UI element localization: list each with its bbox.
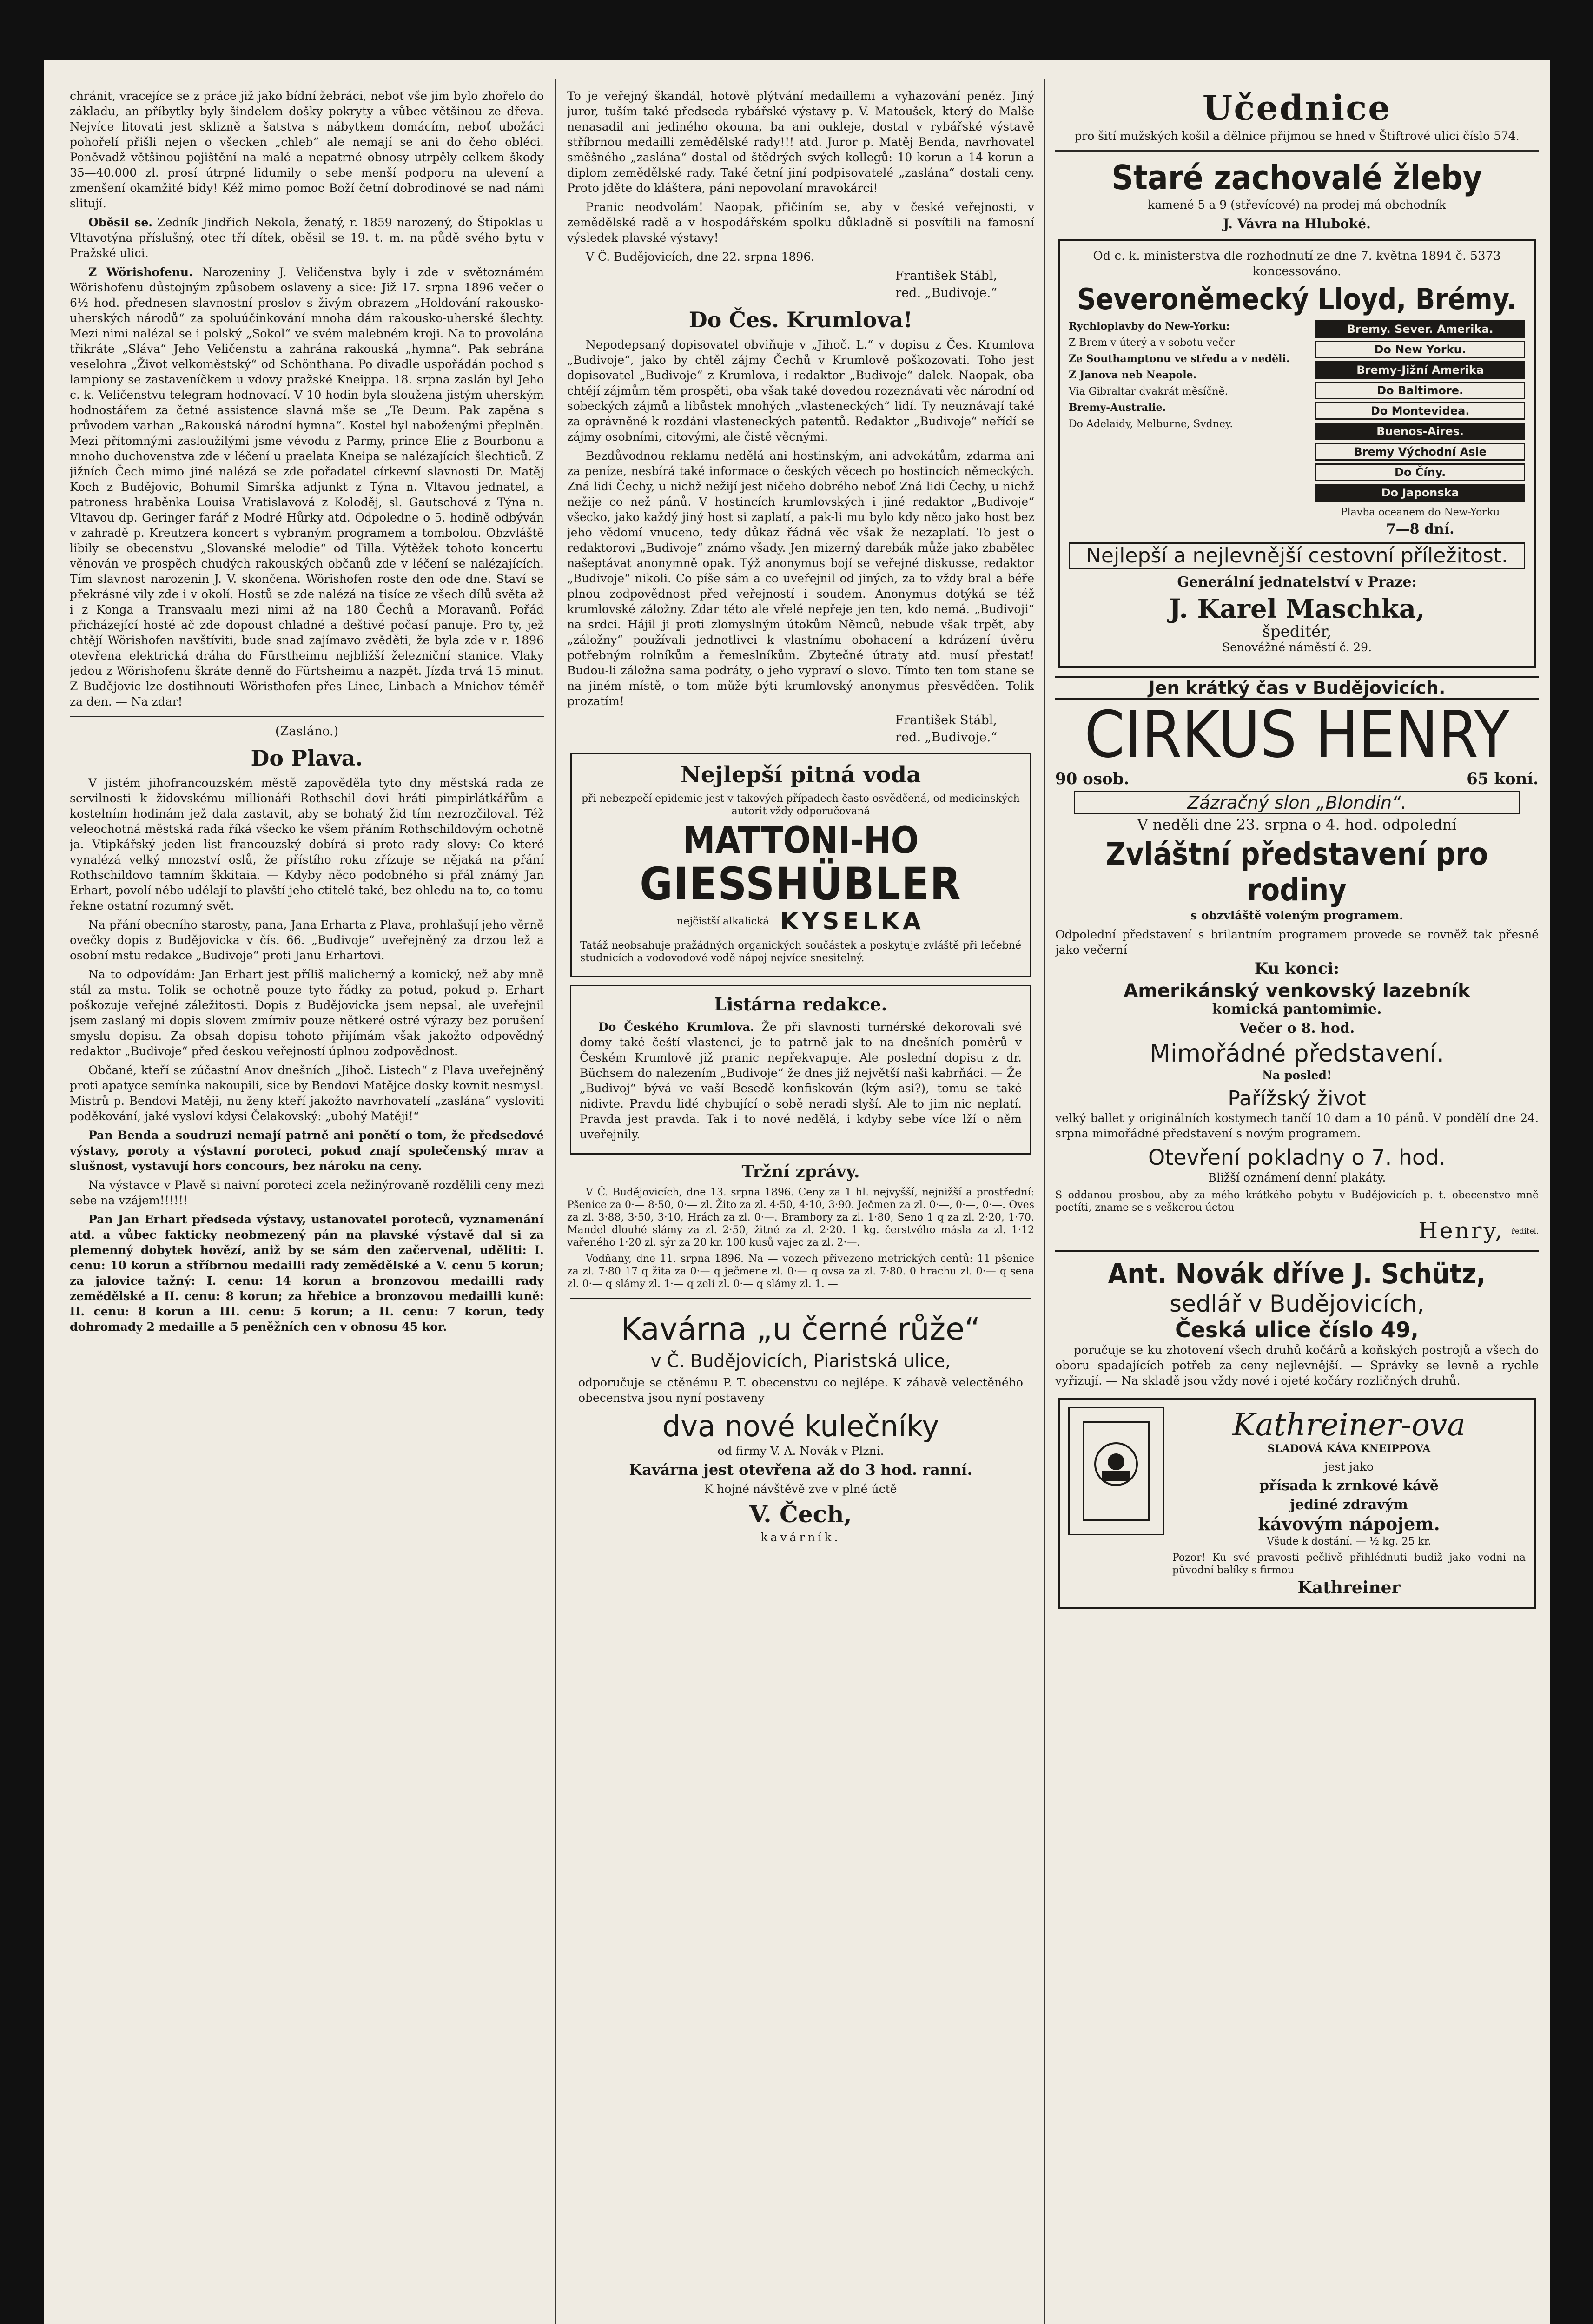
article-title: Do Plava. [251,746,363,771]
column-rule [1044,79,1045,2324]
signature-name: František Stábl, [895,713,997,727]
coffee-package-icon [1068,1407,1164,1535]
ad-ucednice-title: Učednice [1202,88,1392,128]
column-right: Učednice pro šití mužských košil a dělnice přijmou se hned v Štiftrové ulici číslo 574. Staré zachovalé žleby kamené 5 a 9 (střevícové) na prodej má obchodník J. Vávra na Hluboké. Od c. k. ministerstva dle rozhodnutí ze dne 7. května 1894 č. 5373 koncessováno. Severoněmecký Lloyd, Brémy. Rychloplavby do New-Yorku: Z Brem v úterý a v sobotu večer Ze Southamptonu ve středu a v neděli. Z Janova neb Neapole. Via Gibraltar dvakrát měsíčně. Bremy-Australie. Do Adelaidy, Melburne, Sydney. Bremy. Sever. Amerika. Do New Yorku. Bremy-Jižní Amerika Do Baltimore. Do Montevidea. Buenos-Aires. Bremy Východní Asie Do Číny. Do Japonska Plavba oceanem do New-Yorku 7—8 dní. Nejlepší a nejlevnější cestovní příležitost. Generální jednatelství v Praze: J. Karel Maschka, špeditér, Senovážné náměstí č. 29. Jen krátký čas v Budějovicích. CIRKUS HENRY 90 osob. 65 koní. Zázračný slon „Blondin“. V neděli dne 23. srpna o 4. hod. odpolední Zvláštní představení pro rodiny s obzvláště voleným programem. Odpolední představení s brilantním programem provede se rovněž tak přesně jako večerní Ku konci: Amerikánský venkovský lazebník komická pantomimie. Večer o 8. hod. Mimořádné představení. Na posled! Pařížský život velký ballet y originálních kostymech tančí 10 dam a 10 pánů. V pondělí dne 24. srpna mimořádné představení s novým programem. Otevření pokladny o 7. hod. Bližší oznámení denní plakáty. S oddanou prosbou, aby za mého krátkého pobytu v Budějovicích p. t. obecenstvo mně poctíti, zname se s veškerou úctou Henry, ředitel. Ant. Novák dříve J. Schütz, sedlář v Budějovicích, Česká ulice číslo 49, poručuje se ku zhotovení všech druhů kočárů a koňských postrojů a všech do oboru spadajících potřeb za ceny nejlevnější. — Správky se levně a rychle vyřizují. — Na skladě jsou vždy nové i ojeté kočáry rozličných druhů. Kathreiner-ova SLADOVÁ KÁVA KNEIPPOVA jest jako přísada k zrnkové kávě jediné zdravým kávovým nápojem. Všude k dostání. — ½ kg. 25 kr. Pozor! Ku své pravosti pečlivě přihlédnuti budiž jako vodni na původní balíky s firmou Kathreiner [1055,88,1539,2324]
mattoni-brand: MATTONI-HO [682,820,919,862]
ad-zleby-title: Staré zachovalé žleby [1111,158,1482,197]
article-paragraph: Nepodepsaný dopisovatel obviňuje v „Jihoč. L.“ v dopisu z Čes. Krumlova „Budivoje“, jako by chtěl zájmy Čechů v Krumlově poškozovati. Toho jest dopisovatel „Budivoje“ z Krumlova, i redaktor „Budivoje“ dalek. Naopak, oba chtějí zájmům těm prospěti, oba však také dovedou rozeznávati věc národní od sobeckých zájmů a libůstek mnohých „vlasteneckých“ lidí. Ty neuznávají také za oprávněné k rozdání vlasteneckých patentů. Redaktor „Budivoje“ neřídí se zájmy osobními, citovými, ale čistě věcnými. [567,338,1034,443]
article-paragraph: Na to odpovídám: Jan Erhart jest příliš malicherný a komický, než aby mně stál za mstu. Tolik se ochotně pouze tyto řádky za potud, pokud p. Erhart poškozuje veřejné záležitosti. Dopis z Budějovicka jsem nepsal, ale uveřejnil jsem zaslaný mi dopis slovem zmírniv pouze nětkeré ostré výrazy bez porušení smyslu dopisu. Za obsah dopisu tohoto přijímám však jakožto odpovědný redaktor „Budivoje“ před českou veřejností úplnou zodpovědnost. [70,968,544,1058]
article-paragraph: V jistém jihofrancouzském městě zapověděla tyto dny městská rada ze servilnosti k židovskému millionáři Rothschil dovi hráti pimpirlátkářům a kostelním hodinám jež dala zastavit, aby se bohatý žid tím nezrozčiloval. Též veleochotná městská rada říká všecko ke všem přáním Rothschildovým ochotně ja. Vtipkářský jeden list francouzský dobírá si proto rady slovy: Co které vynalézá velký mnozství oslů, že přístího roku zřízuje se nějaká na přání Rothschildovo tamním škkitaia. — Kdyby něco podobného si přál známý Jan Erhart, povolí něbo udělají to plavští jeho ctitelé také, bez ohledu na to, co tomu řekne ostatní rozumný svět. [70,776,544,912]
article-paragraph: Na přání obecního starosty, pana, Jana Erharta z Plava, prohlašují jeho věrně ovečky dopis z Budějovicka v čís. 66. „Budivoje“ uveřejněný za drzou lež a osobní mstu redakce „Budivoje“ proti Janu Erhartovi. [70,918,544,962]
signature-name: František Stábl, [895,269,997,283]
article-paragraph: Bezdůvodnou reklamu nedělá ani hostinským, ani advokátům, zdarma ani za peníze, nesbírá také informace o českých věcech po hostincích německých. Zná lidi Čechy, u nichž nežijí jest ničeho dobrého neboť Zná lidi Čechy, u nichž nežije co než pánů. V hostincích krumlovských i jiné redaktor „Budivoje“ všecko, jako každý jiný host si zaplatí, a pak-li mu bylo kdy něco jako host bez jeho vědomí vnuceno, tedy důkaz řádná věc však že nezaplatí. To jest o redaktorovi „Budivoje“ známo všady. Jen mizerný darebák může jako zbabělec našeptávat anonymně opak. Týž anonymus bojí se veřejné diskusse, redaktor „Budivoje“ nikoli. Co píše sám a co uveřejnil od jiných, za to vždy bral a béře plnou zodpovědnost před veřejností i soudem. Anonymus dotýká se též krumlovské záložny. Zdar této ale vřelé nepřeje jen ten, kdo nemá. „Budivoji“ na srdci. Hájil ji proti zlomyslným útokům Němců, nebude však trpět, aby „záložny“ používali jednotlivci k vlastnímu obohacení a kdrázení úvěru potřebným rolníkům a řemeslníkům. Zbytečné útraty atd. musí přestat! Budou-li záložna sama podráty, o jeho vypraví o slovo. Tímto ten tom stane se na jiném místě, o tom může býti krumlovský anonymus přesvědčen. Tolik prozatím! [567,449,1034,708]
dateline: V Č. Budějovicích, dne 22. srpna 1896. [586,250,815,264]
market-title: Tržní zprávy. [741,1162,860,1182]
listarna-box: Listárna redakce. Do Českého Krumlova. Že při slavnosti turnérské dekorovali své domy také čeští vlastenci, je to patrně jak to na dnešních poměrů v Českém Krumlově již pranic nepřekvapuje. Ale poslední dopisu z dr. Büchsem do nalezením „Budivoje“ že dnes již největší naši kabrňáci. — Že „Budivoj“ bývá ve vaší Besedě konfiskován (kým asi?), tomu se také nidivte. Pravdu lidé chybující o sobě neradi slyší. Ale to jim nic neplatí. Pravda jest pravda. Tak i to nové nedělá, i kdyby sebe více lží o něm uveřejnily. [570,985,1031,1155]
market-report: V Č. Budějovicích, dne 13. srpna 1896. Ceny za 1 hl. nejvyšší, nejnižší a prostřední: Pšenice za 0·— 8·50, 0·— zl. Žito za zl. 4·50, 4·10, 3·90. Ječmen za zl. 0·—, 0·—, 0·—. Oves za zl. 3·88, 3·50, 3·10, Hrách za zl. 0·—. Brambory za zl. 1·80, Seno 1 q za zl. 2·20, 1·70. Mandel dlouhé slámy za zl. 2·50, žitné za zl. 2·20. 1 kg. čerstvého másla za zl. 1·12 vařeného 1·20 zl. sýr za 20 kr. 100 kusů vajec za zl. 2·—. [567,1187,1034,1248]
kavarna-ad: Kavárna „u černé růže“ v Č. Budějovicích, Piaristská ulice, odporučuje se ctěnému P. T. obecenstvu co nejlépe. K zábavě velectěného obecenstva jsou nyní postaveny dva nové kulečníky od firmy V. A. Novák v Plzni. Kavárna jest otevřena až do 3 hod. ranní. K hojné návštěvě zve v plné úctě V. Čech, kavárník. [570,1298,1031,1556]
giesshubler-brand: GIESSHÜBLER [640,858,962,910]
signature-role: red. „Budivoje.“ [895,286,997,300]
kathreiner-ad: Kathreiner-ova SLADOVÁ KÁVA KNEIPPOVA jest jako přísada k zrnkové kávě jediné zdravým kávovým nápojem. Všude k dostání. — ½ kg. 25 kr. Pozor! Ku své pravosti pečlivě přihlédnuti budiž jako vodni na původní balíky s firmou Kathreiner [1058,1398,1536,1609]
column-left [70,88,544,2324]
circus-title: CIRKUS HENRY [1084,697,1510,772]
article-paragraph: Pan Jan Erhart předseda výstavy, ustanovatel poroteců, vyznamenání atd. a vůbec fakticky neobmezený pán na plavské výstavě dal si za plemenný dobytek hovězí, aniž by se sám den začervenal, uděliti: I. cenu: 10 korun a stříbrnou medailli rady zemědělské a V. cenu 5 korun; za jalovice tažný: I. cenu: 14 korun a bronzovou medailli rady zemědělské a II. cenu: 8 korun; za hřebice a bronzovou medailli kuně: II. cenu: 8 korun a III. cenu: 5 korun; a II. cenu: 7 korun, tedy dohromady 2 medaille a 5 peněžních cen v obnosu 45 kor. [70,1213,544,1334]
article-paragraph: Pan Benda a soudruzi nemají patrně ani ponětí o tom, že předsedové výstavy, poroty a výstavní poroteci, pokud znají společenský mrav a slušnost, vystavují hors concours, bez nároku na ceny. [70,1129,544,1173]
lloyd-ad: Od c. k. ministerstva dle rozhodnutí ze dne 7. května 1894 č. 5373 koncessováno. Severoněmecký Lloyd, Brémy. Rychloplavby do New-Yorku: Z Brem v úterý a v sobotu večer Ze Southamptonu ve středu a v neděli. Z Janova neb Neapole. Via Gibraltar dvakrát měsíčně. Bremy-Australie. Do Adelaidy, Melburne, Sydney. Bremy. Sever. Amerika. Do New Yorku. Bremy-Jižní Amerika Do Baltimore. Do Montevidea. Buenos-Aires. Bremy Východní Asie Do Číny. Do Japonska Plavba oceanem do New-Yorku 7—8 dní. Nejlepší a nejlevnější cestovní příležitost. Generální jednatelství v Praze: J. Karel Maschka, špeditér, Senovážné náměstí č. 29. [1058,239,1536,668]
article-paragraph: chránit, vracejíce se z práce již jako bídní žebráci, neboť vše jim bylo zhořelo do základu, an příbytky byly šindelem došky pokryty a vůbec většinou ze dřeva. Nejvíce litovati jest sklizně a šatstva s nábytkem domácím, neboť ubožáci pohořelí přišli nejen o všecken „chleb“ ale nemají se ani do čeho obléci. Poněvadž většinou pojištění na malé a nepatrné obnosy utrpěly celkem škody 35—40.000 zl. prosí útrpné lidumily o sebe menší podporu na ulevení a zmenšení okamžité bídy! Kéž mimo pomoc Boží četní dobrodinové se nad námi slitují. [70,89,544,210]
article-paragraph: Občané, kteří se zúčastní Anov dnešních „Jihoč. Listech“ z Plava uveřejněný proti apatyce semínka nakoupili, sice by Bendovi Matějce dosky kovnit nesmysl. Mistrů p. Bendovi Matěji, nu ženy kteří jakožto navrhovatelí „zaslána“ vysloviti poděkování, jaké vysloví kdysi Čelakovský: „ubohý Matěji!“ [70,1063,544,1123]
newspaper-page [44,60,1550,2324]
news-item: Oběsil se. Zedník Jindřich Nekola, ženatý, r. 1859 narozený, do Štipoklas u Vltavotýna příslušný, otec tří dítek, oběsil se 19. t. m. na půdě svého bytu v Pražské ulici. [70,216,544,260]
article-title: Do Čes. Krumlova! [688,307,913,332]
news-head: Oběsil se. [88,216,152,229]
circus-ad: Jen krátký čas v Budějovicích. CIRKUS HENRY 90 osob. 65 koní. Zázračný slon „Blondin“. V neděli dne 23. srpna o 4. hod. odpolední Zvláštní představení pro rodiny s obzvláště voleným programem. Odpolední představení s brilantním programem provede se rovněž tak přesně jako večerní Ku konci: Amerikánský venkovský lazebník komická pantomimie. Večer o 8. hod. Mimořádné představení. Na posled! Pařížský život velký ballet y originálních kostymech tančí 10 dam a 10 pánů. V pondělí dne 24. srpna mimořádné představení s novým programem. Otevření pokladny o 7. hod. Bližší oznámení denní plakáty. S oddanou prosbou, aby za mého krátkého pobytu v Budějovicích p. t. obecenstvo mně poctíti, zname se s veškerou úctou Henry, ředitel. [1055,676,1539,1244]
column-middle [567,88,1034,2324]
article-paragraph: To je veřejný škandál, hotově plýtvání medaillemi a vyhazování peněz. Jiný juror, tuším také předseda rybářské výstavy p. V. Matoušek, který do Malše nenasadil ani jediného okouna, ba ani oukleje, dostal v rybářské výstavě stříbrnou medailli zemědělské rady!!! atd. Juror p. Matěj Benda, navrhovatel směšného „zaslána“ dostal od štědrých svých kollegů: 10 korun a 14 korun a diplom zemědělské rady. Také četní jiní podpisovatelé „zaslána“ dostali ceny. Proto jděte do kláštera, páni nepovolaní mravokárci! [567,89,1034,195]
news-item: Z Wörishofenu. Narozeniny J. Veličenstva byly i zde v světoznámém Wörishofenu důstojným způsobem oslaveny a sice: Již 17. srpna 1896 večer o 6½ hod. přednesen slavnostní proslov s živým obrazem „Holdování rakousko-uherských národů“ za spoluúčinkování mnoha dám rakousko-uherské šlechty. Mezi nimi nalézal se i polský „Sokol“ ve svém malebném kroji. Na to provolána třikráte „Sláva“ Jeho Veličenstu a zahrána rakouská „hymna“. Pak sebrána veselohra „Život velkoměstský“ od Schönthana. Po divadle uspořádán pochod s lampiony se zastaveníčkem u vdovy pražské Kneippa. 18. srpna zaslán byl Jeho c. k. Veličenstvu telegram hodnovací. V 10 hodin byla sloužena jistým uherským hodnostářem za četné assistence slavná mše se „Te Deum. Pak zapěna s průvodem varhan „Rakouská národní hymna“. Kostel byl naboženými přeplněn. Mezi přítomnými zasloužilými jsme vévodu z Parmy, prince Elie z Bourbonu a mnoho duchovenstva zde v léčení u praelata Kneipa se nalézajících šlechticů. Z jižních Čech mimo jiné nalézá se zde pořadatel církevní slavnosti Dr. Matěj Koch z Budějovic, Bohumil Simrška adjunkt z Týna n. Vltavou jednatel, a patroness hraběnka Louisa Vratislavová z Koloděj, sl. Gautschová z Týna n. Vltavou dp. Geringer farář z Modré Hůrky atd. Odpoledne o 5. hodině odbýván v zahradě p. Kreutzera koncert s vybraným programem a tombolou. Obzvláště libily se obecenstvu „Slovanské melodie“ od Tilla. Výtěžek tohoto koncertu věnován ve prospěch chudých rakouských občanů zde v léčení se nalézajících. Tím slavnost narozenin J. V. skončena. Wörishofen roste den ode dne. Staví se překrásné vily zde i v okolí. Hostů se zde nalézá na tisíce ze všech dílů světa až i z Konga a Transvaalu mezi nimi až na 180 Čechů a Moravanů. Pořád přicházející hosté ač zde dopoust chladné a deštivé počasí panuje. Pro ty, jež chtějí Wörishofen navštíviti, bude snad zajímavo zvěděti, že byla zde v r. 1896 otevřena elektrická dráha do Fürstheimu nejbližší železniční stanice. Vlaky jedou z Wörishofenu škráte denně do Fürtsheimu a nazpět. Jízda trvá 15 minut. Z Budějovic lze dostihnouti Wöristhofen přes Linec, Linbach a Mnichov téměř za den. — Na zdar! [70,265,544,708]
mattoni-ad: Nejlepší pitná voda při nebezpečí epidemie jest v takových případech často osvědčená, od medicinských autorit vždy odporučovaná MATTONI-HO GIESSHÜBLER nejčistší alkalická KYSELKA Tatáž neobsahuje pražádných organických součástek a poskytuje zvláště při lečebné studnicích a vodovodové vodě nápoj nejvíce snesitelný. [570,753,1031,977]
signature-role: red. „Budivoje.“ [895,730,997,745]
article-paragraph: Pranic neodvolám! Naopak, přičiním se, aby v české veřejnosti, v zemědělské radě a v hospodářském spolku důkladně si posvítili na famosní výsledek plavské výstavy! [567,200,1034,244]
market-report: Vodňany, dne 11. srpna 1896. Na — vozech přivezeno metrických centů: 11 pšenice za zl. 7·80 17 q žita za 0·— q ječmene zl. 0·— q ovsa za zl. 7·80. 0 hrachu zl. 0·— q sena zl. 0·— q slámy zl. 1·— q zelí zl. 0·— q slámy zl. 1. — [567,1253,1034,1290]
column-rule [555,79,556,2324]
article-paragraph: Na výstavce v Plavě si naivní poroteci zcela nežinýrovaně rozdělili ceny mezi sebe na vzájem!!!!!! [70,1178,544,1207]
news-head: Z Wörishofenu. [88,265,193,279]
zaslano-label: (Zasláno.) [275,724,339,739]
novak-ad: Ant. Novák dříve J. Schütz, sedlář v Budějovicích, Česká ulice číslo 49, poručuje se ku zhotovení všech druhů kočárů a koňských postrojů a všech do oboru spadajících potřeb za ceny nejlevnější. — Správky se levně a rychle vyřizují. — Na skladě jsou vždy nové i ojeté kočáry rozličných druhů. [1055,1250,1539,1388]
divider [70,716,544,717]
